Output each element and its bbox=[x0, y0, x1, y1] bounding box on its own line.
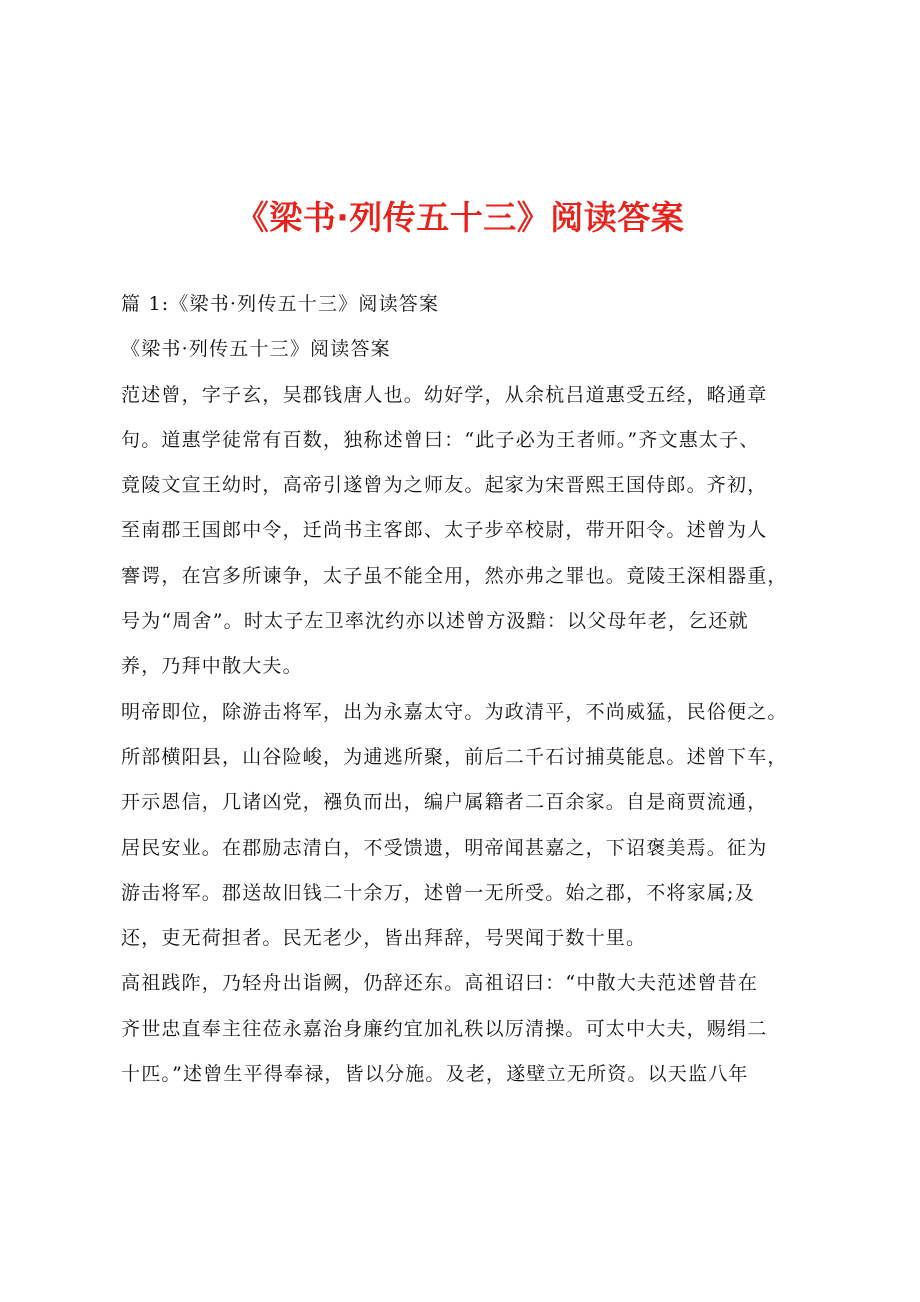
text-line: 十匹。”述曾生平得奉禄，皆以分施。及老，遂壁立无所资。以天监八年 bbox=[121, 1063, 749, 1086]
text-line: 居民安业。在郡励志清白，不受馈遗，明帝闻甚嘉之，下诏褒美焉。征为 bbox=[121, 836, 768, 859]
text-line: 高祖践阼，乃轻舟出诣阙，仍辞还东。高祖诏曰：“中散大夫范述曾昔在 bbox=[121, 972, 759, 995]
text-line: 竟陵文宣王幼时，高帝引遂曾为之师友。起家为宋晋熙王国侍郎。齐初， bbox=[121, 474, 768, 497]
text-line: 謇谔，在宫多所谏争，太子虽不能全用，然亦弗之罪也。竟陵王深相器重， bbox=[121, 564, 788, 587]
text-line: 至南郡王国郎中令，迁尚书主客郎、太子步卒校尉，带开阳令。述曾为人 bbox=[121, 519, 768, 542]
text-line: 句。道惠学徒常有百数，独称述曾曰：“此子必为王者师。”齐文惠太子、 bbox=[121, 428, 760, 451]
text-line: 明帝即位，除游击将军，出为永嘉太守。为政清平，不尚威猛，民俗便之。 bbox=[121, 700, 788, 723]
text-line: 号为“周舍”。时太子左卫率沈约亦以述曾方汲黯：以父母年老，乞还就 bbox=[121, 610, 749, 633]
text-line: 开示恩信，几诸凶党，襁负而出，编户属籍者二百余家。自是商贾流通， bbox=[121, 791, 768, 814]
text-line: 还，吏无荷担者。民无老少，皆出拜辞，号哭闻于数十里。 bbox=[121, 927, 647, 950]
text-line: 齐世忠直奉主往莅永嘉治身廉约宜加礼秩以厉清操。可太中大夫，赐绢二 bbox=[121, 1017, 768, 1040]
text-line: 游击将军。郡送故旧钱二十余万，述曾一无所受。始之郡，不将家属;及 bbox=[121, 881, 755, 904]
document-body bbox=[121, 282, 811, 1097]
section-heading: 篇 1:《梁书·列传五十三》阅读答案 bbox=[121, 293, 440, 315]
text-line: 养，乃拜中散大夫。 bbox=[121, 655, 303, 678]
text-line: 所部横阳县，山谷险峻，为逋逃所聚，前后二千石讨捕莫能息。述曾下车， bbox=[121, 745, 788, 768]
text-line: 范述曾，字子玄，吴郡钱唐人也。幼好学，从余杭吕道惠受五经，略通章 bbox=[121, 383, 768, 406]
document-title: 《梁书·列传五十三》阅读答案 bbox=[235, 198, 685, 237]
article-title-line: 《梁书·列传五十三》阅读答案 bbox=[121, 338, 391, 361]
